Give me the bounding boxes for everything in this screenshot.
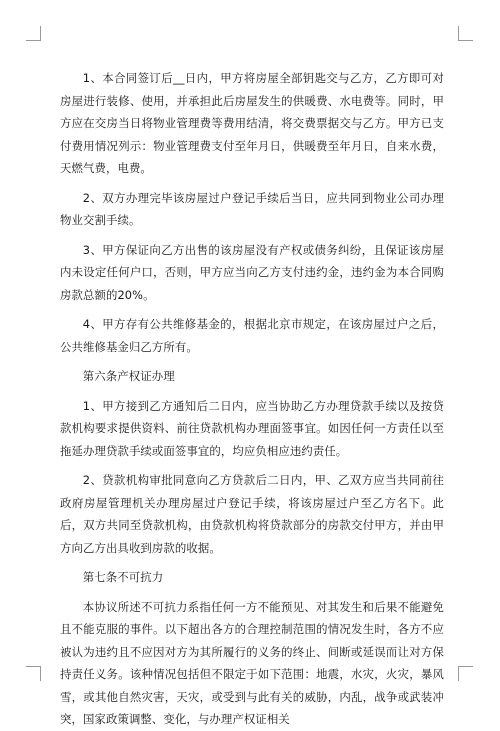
clause-transfer-registration: 2、贷款机构审批同意向乙方贷款后二日内，甲、乙双方应当共同前往政府房屋管理机关办理房屋过户登记手续，将该房屋过户至乙方名下。此后，双方共同至贷款机构，由贷款机构将贷款部分的房款交付甲方，并由甲方向乙方出具收到房款的收据。 — [60, 473, 444, 555]
clause-loan-assistance: 1、甲方接到乙方通知后二日内，应当协助乙方办理贷款手续以及按贷款机构要求提供资料、前往贷款机构办理面签事宜。如因任何一方责任以至拖延办理贷款手续或面签事宜的，均应负相应违约责任。 — [60, 398, 444, 458]
crop-mark-bottom-left — [26, 666, 41, 681]
document-body — [60, 67, 444, 731]
crop-mark-top-right — [458, 26, 473, 41]
section-heading-article-7: 第七条不可抗力 — [82, 570, 164, 584]
clause-handover-keys: 1、本合同签订后__日内，甲方将房屋全部钥匙交与乙方，乙方即可对房屋进行装修、使用，并承担此后房屋发生的供暖费、水电费等。同时，甲方应在交房当日将物业管理费等费用结清，将交费票据交与乙方。甲方已支付费用情况列示：物业管理费支付至年月日，供暖费至年月日，自来水费，天燃气费，电费。 — [60, 71, 444, 175]
section-heading-article-6: 第六条产权证办理 — [82, 369, 175, 383]
clause-force-majeure: 本协议所述不可抗力系指任何一方不能预见、对其发生和后果不能避免且不能克服的事件。以下超出各方的合理控制范围的情况发生时，各方不应被认为违约且不应因对方为其所履行的义务的终止、间断或延误而让对方保持责任义务。该种情况包括但不限定于如下范围：地震，水灾，火灾，暴风雪，或其他自然灾害，天灾，或受到与此有关的威胁，内乱，战争或武装冲突，国家政策调整、变化，与办理产权证相关 — [60, 599, 444, 726]
clause-property-management: 2、双方办理完毕该房屋过户登记手续后当日，应共同到物业公司办理物业交割手续。 — [60, 190, 444, 227]
crop-mark-bottom-right — [458, 666, 473, 681]
clause-maintenance-fund: 4、甲方存有公共维修基金的，根据北京市规定，在该房屋过户之后，公共维修基金归乙方所有。 — [60, 317, 444, 354]
clause-no-disputes: 3、甲方保证向乙方出售的该房屋没有产权或债务纠纷，且保证该房屋内未设定任何户口，否则，甲方应当向乙方支付违约金，违约金为本合同购房款总额的20%。 — [60, 242, 444, 302]
crop-mark-top-left — [26, 26, 41, 41]
